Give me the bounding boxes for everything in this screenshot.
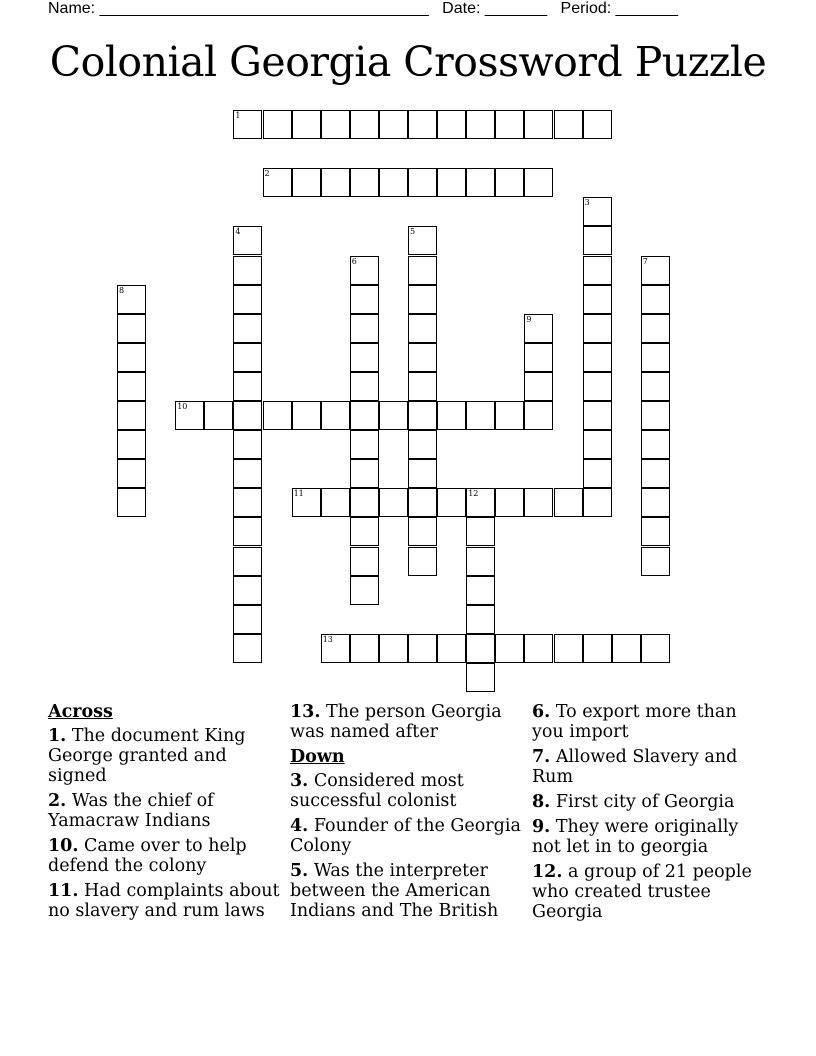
period-label: Period: — [560, 0, 612, 17]
crossword-cell[interactable] — [495, 401, 524, 430]
crossword-cell[interactable] — [379, 110, 408, 139]
crossword-cell[interactable] — [583, 256, 612, 285]
crossword-cell[interactable] — [495, 168, 524, 197]
crossword-cell[interactable] — [466, 547, 495, 576]
clue-number-label: 12 — [468, 489, 479, 499]
crossword-cell[interactable] — [641, 517, 670, 546]
crossword-cell[interactable] — [583, 372, 612, 401]
crossword-cell[interactable] — [408, 372, 437, 401]
crossword-cell[interactable] — [292, 401, 321, 430]
crossword-cell[interactable] — [466, 663, 495, 692]
clue-down-4 — [290, 816, 526, 856]
crossword-cell[interactable] — [408, 314, 437, 343]
clue-across-11 — [48, 881, 284, 921]
crossword-cell[interactable] — [117, 401, 146, 430]
clue-down-3 — [290, 771, 526, 811]
crossword-cell[interactable] — [350, 285, 379, 314]
crossword-cell[interactable] — [641, 256, 670, 285]
crossword-cell[interactable] — [233, 343, 262, 372]
crossword-cell[interactable] — [292, 168, 321, 197]
crossword-cell[interactable] — [379, 168, 408, 197]
crossword-cell[interactable] — [233, 401, 262, 430]
crossword-cell[interactable] — [233, 372, 262, 401]
crossword-cell[interactable] — [495, 110, 524, 139]
crossword-cell[interactable] — [408, 547, 437, 576]
crossword-cell[interactable] — [408, 488, 437, 517]
crossword-cell[interactable] — [117, 430, 146, 459]
crossword-cell[interactable] — [117, 314, 146, 343]
clue-number-label: 11 — [293, 489, 304, 499]
clue-text: They were originally not let in to georgia — [532, 817, 739, 857]
crossword-cell[interactable] — [321, 634, 350, 663]
clue-down-5 — [290, 861, 526, 921]
crossword-cell[interactable] — [321, 488, 350, 517]
crossword-cell[interactable] — [466, 168, 495, 197]
crossword-cell[interactable] — [233, 634, 262, 663]
crossword-cell[interactable] — [466, 401, 495, 430]
crossword-cell[interactable] — [583, 226, 612, 255]
clue-number: 9. — [532, 817, 551, 837]
crossword-cell[interactable] — [350, 459, 379, 488]
crossword-cell[interactable] — [350, 256, 379, 285]
crossword-cell[interactable] — [321, 110, 350, 139]
clue-across-10 — [48, 836, 284, 876]
crossword-cell[interactable] — [233, 256, 262, 285]
crossword-cell[interactable] — [495, 488, 524, 517]
crossword-cell[interactable] — [641, 430, 670, 459]
crossword-cell[interactable] — [233, 314, 262, 343]
crossword-cell[interactable] — [466, 605, 495, 634]
crossword-cell[interactable] — [554, 634, 583, 663]
crossword-cell[interactable] — [408, 226, 437, 255]
crossword-cell[interactable] — [175, 401, 204, 430]
crossword-cell[interactable] — [524, 343, 553, 372]
clue-number: 4. — [290, 816, 309, 836]
crossword-cell[interactable] — [233, 517, 262, 546]
clue-number: 13. — [290, 702, 321, 722]
crossword-cell[interactable] — [437, 634, 466, 663]
crossword-cell[interactable] — [350, 430, 379, 459]
clue-text: To export more than you import — [532, 702, 737, 742]
clue-number-label: 2 — [264, 169, 270, 179]
crossword-cell[interactable] — [379, 488, 408, 517]
crossword-cell[interactable] — [350, 110, 379, 139]
crossword-cell[interactable] — [466, 488, 495, 517]
crossword-cell[interactable] — [350, 168, 379, 197]
crossword-cell[interactable] — [263, 168, 292, 197]
clue-number-label: 9 — [526, 314, 532, 324]
clue-down-7 — [532, 747, 768, 787]
date-blank[interactable]: _______ — [484, 0, 548, 17]
clue-number: 3. — [290, 771, 309, 791]
crossword-cell[interactable] — [583, 488, 612, 517]
clue-number: 2. — [48, 791, 67, 811]
crossword-cell[interactable] — [524, 110, 553, 139]
clue-text: Came over to help defend the colony — [48, 836, 247, 876]
crossword-cell[interactable] — [583, 197, 612, 226]
clue-text: The document King George granted and signed — [48, 726, 246, 786]
clue-across-1 — [48, 726, 284, 786]
clue-number: 1. — [48, 726, 67, 746]
crossword-cell[interactable] — [292, 488, 321, 517]
clues-column-3 — [532, 702, 768, 927]
clues-column-2 — [290, 702, 526, 926]
crossword-cell[interactable] — [408, 168, 437, 197]
crossword-cell[interactable] — [408, 634, 437, 663]
crossword-cell[interactable] — [641, 634, 670, 663]
crossword-cell[interactable] — [117, 459, 146, 488]
clue-number: 6. — [532, 702, 551, 722]
crossword-cell[interactable] — [350, 343, 379, 372]
crossword-cell[interactable] — [408, 110, 437, 139]
page-title: Colonial Georgia Crossword Puzzle — [49, 38, 767, 86]
crossword-cell[interactable] — [524, 488, 553, 517]
crossword-cell[interactable] — [117, 372, 146, 401]
crossword-cell[interactable] — [612, 634, 641, 663]
crossword-cell[interactable] — [263, 110, 292, 139]
crossword-cell[interactable] — [233, 547, 262, 576]
crossword-cell[interactable] — [641, 459, 670, 488]
crossword-cell[interactable] — [350, 517, 379, 546]
clue-number: 10. — [48, 836, 79, 856]
clues-column-1 — [48, 702, 284, 926]
crossword-cell[interactable] — [466, 517, 495, 546]
crossword-cell[interactable] — [350, 372, 379, 401]
crossword-cell[interactable] — [321, 168, 350, 197]
crossword-cell[interactable] — [437, 168, 466, 197]
clue-across-13 — [290, 702, 526, 742]
clue-text: Founder of the Georgia Colony — [290, 816, 521, 856]
clue-text: Was the chief of Yamacraw Indians — [48, 791, 214, 831]
crossword-cell[interactable] — [641, 285, 670, 314]
clue-text: First city of Georgia — [555, 792, 735, 812]
clue-down-6 — [532, 702, 768, 742]
crossword-cell[interactable] — [583, 401, 612, 430]
down-heading: Down — [290, 747, 345, 767]
clue-number-label: 3 — [584, 198, 590, 208]
crossword-cell[interactable] — [379, 401, 408, 430]
crossword-cell[interactable] — [233, 430, 262, 459]
crossword-cell[interactable] — [117, 343, 146, 372]
crossword-cell[interactable] — [437, 110, 466, 139]
crossword-cell[interactable] — [583, 459, 612, 488]
crossword-cell[interactable] — [524, 372, 553, 401]
crossword-cell[interactable] — [641, 488, 670, 517]
crossword-cell[interactable] — [466, 634, 495, 663]
clue-number-label: 4 — [235, 227, 241, 237]
clue-number: 8. — [532, 792, 551, 812]
crossword-cell[interactable] — [583, 285, 612, 314]
crossword-cell[interactable] — [641, 372, 670, 401]
crossword-cell[interactable] — [466, 576, 495, 605]
crossword-cell[interactable] — [350, 576, 379, 605]
crossword-cell[interactable] — [408, 401, 437, 430]
crossword-cell[interactable] — [583, 430, 612, 459]
clue-text: The person Georgia was named after — [290, 702, 502, 742]
clue-number-label: 13 — [322, 634, 333, 644]
crossword-cell[interactable] — [233, 576, 262, 605]
crossword-cell[interactable] — [350, 488, 379, 517]
crossword-cell[interactable] — [641, 401, 670, 430]
clue-number: 5. — [290, 861, 309, 881]
crossword-cell[interactable] — [350, 314, 379, 343]
clue-down-9 — [532, 817, 768, 857]
clue-number: 7. — [532, 747, 551, 767]
crossword-cell[interactable] — [466, 110, 495, 139]
crossword-cell[interactable] — [350, 401, 379, 430]
crossword-cell[interactable] — [437, 401, 466, 430]
clue-down-8 — [532, 792, 768, 812]
crossword-cell[interactable] — [524, 314, 553, 343]
clue-down-12 — [532, 862, 768, 922]
crossword-cell[interactable] — [117, 285, 146, 314]
crossword-cell[interactable] — [641, 343, 670, 372]
crossword-cell[interactable] — [292, 110, 321, 139]
crossword-cell[interactable] — [350, 547, 379, 576]
name-blank[interactable]: _____________________________________ — [99, 0, 429, 17]
crossword-cell[interactable] — [583, 343, 612, 372]
crossword-cell[interactable] — [495, 634, 524, 663]
crossword-cell[interactable] — [408, 343, 437, 372]
crossword-cell[interactable] — [641, 314, 670, 343]
clue-across-2 — [48, 791, 284, 831]
clue-text: a group of 21 people who created trustee Georgia — [532, 862, 752, 922]
clue-number: 12. — [532, 862, 563, 882]
crossword-cell[interactable] — [408, 430, 437, 459]
crossword-cell[interactable] — [583, 634, 612, 663]
crossword-cell[interactable] — [524, 401, 553, 430]
clue-text: Had complaints about no slavery and rum laws — [48, 881, 280, 921]
crossword-cell[interactable] — [117, 488, 146, 517]
clue-number-label: 5 — [410, 227, 416, 237]
crossword-cell[interactable] — [408, 517, 437, 546]
crossword-cell[interactable] — [263, 401, 292, 430]
crossword-cell[interactable] — [554, 488, 583, 517]
crossword-cell[interactable] — [233, 285, 262, 314]
clue-number-label: 6 — [351, 256, 357, 266]
crossword-cell[interactable] — [554, 110, 583, 139]
crossword-cell[interactable] — [524, 168, 553, 197]
crossword-cell[interactable] — [379, 634, 408, 663]
clue-number: 11. — [48, 881, 79, 901]
crossword-cell[interactable] — [408, 459, 437, 488]
crossword-cell[interactable] — [408, 285, 437, 314]
crossword-cell[interactable] — [408, 256, 437, 285]
crossword-cell[interactable] — [350, 634, 379, 663]
clue-text: Was the interpreter between the American Indians and The British — [290, 861, 499, 921]
name-label: Name: — [48, 0, 96, 17]
crossword-cell[interactable] — [233, 226, 262, 255]
clue-number-label: 10 — [177, 402, 188, 411]
crossword-cell[interactable] — [583, 314, 612, 343]
crossword-cell[interactable] — [233, 110, 262, 139]
date-label: Date: — [442, 0, 481, 17]
crossword-cell[interactable] — [524, 634, 553, 663]
clue-text: Considered most successful colonist — [290, 771, 464, 811]
clue-number-label: 7 — [642, 256, 648, 266]
crossword-cell[interactable] — [321, 401, 350, 430]
crossword-cell[interactable] — [233, 488, 262, 517]
crossword-cell[interactable] — [204, 401, 233, 430]
crossword-cell[interactable] — [437, 488, 466, 517]
clue-text: Allowed Slavery and Rum — [532, 747, 738, 787]
across-heading: Across — [48, 702, 113, 722]
clue-number-label: 8 — [119, 285, 125, 295]
crossword-cell[interactable] — [583, 110, 612, 139]
clue-number-label: 1 — [235, 111, 241, 120]
crossword-cell[interactable] — [233, 605, 262, 634]
crossword-cell[interactable] — [641, 547, 670, 576]
crossword-cell[interactable] — [233, 459, 262, 488]
period-blank[interactable]: _______ — [615, 0, 678, 17]
